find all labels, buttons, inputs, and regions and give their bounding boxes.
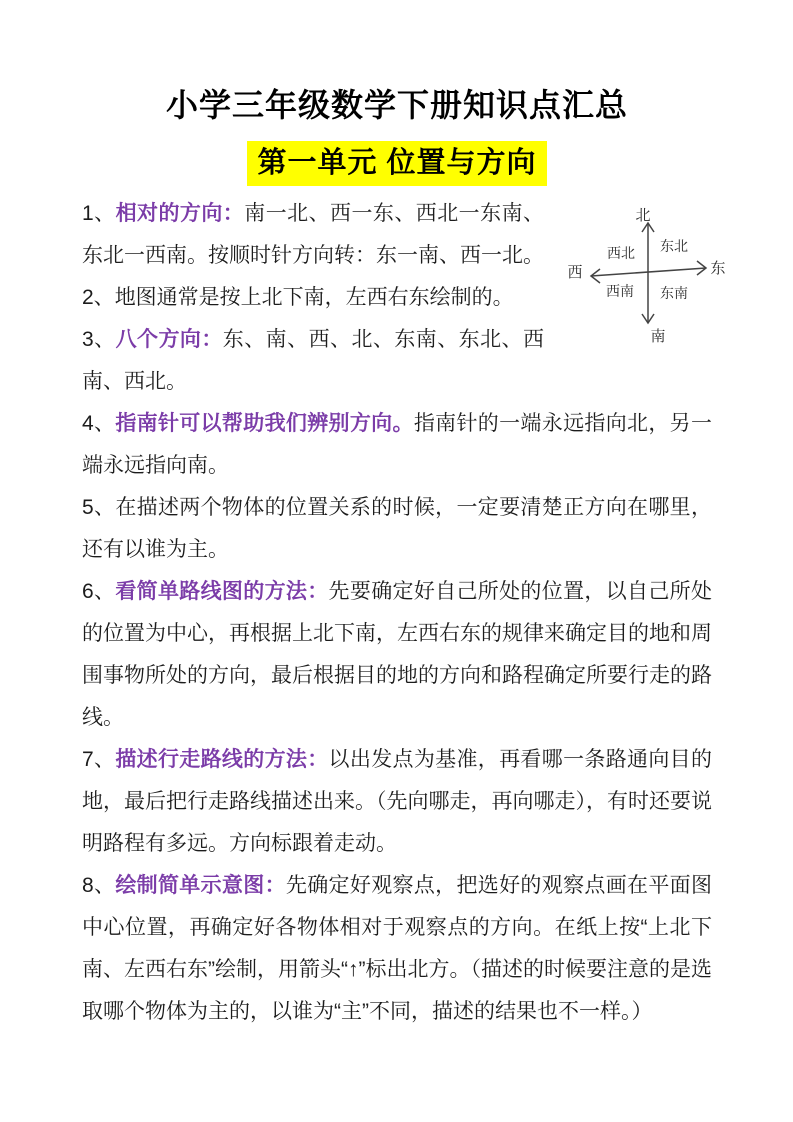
item-number: 1、 [82, 202, 116, 225]
item-lead: 相对的方向： [115, 202, 245, 225]
item-number: 7、 [82, 748, 116, 771]
item-body: 以出发点为基准，再看哪一条路通向目的地，最后把行走路线描述出来。（先向哪走，再向哪走），有时还要说明路程有多远。方向标跟着走动。 [82, 748, 713, 855]
item-body: 南一北、西一东、西北一东南、东北一西南。按顺时针方向转：东一南、西一北。 [82, 202, 545, 267]
knowledge-item [82, 403, 712, 487]
item-number: 4、 [82, 412, 116, 435]
item-number: 8、 [82, 874, 116, 897]
item-number: 2、 [82, 286, 115, 309]
item-lead: 八个方向： [115, 328, 223, 351]
item-lead: 看简单路线图的方法： [115, 580, 329, 603]
knowledge-item [82, 739, 712, 865]
item-lead: 指南针可以帮助我们辨别方向。 [115, 412, 414, 435]
item-number: 6、 [82, 580, 116, 603]
page-title: 小学三年级数学下册知识点汇总 [165, 87, 628, 123]
compass-diagram [558, 195, 726, 345]
item-body: 地图通常是按上北下南，左西右东绘制的。 [114, 286, 514, 309]
item-body: 先确定好观察点，把选好的观察点画在平面图中心位置，再确定好各物体相对于观察点的方向。在纸上按“上北下南、左西右东”绘制，用箭头“↑”标出北方。（描述的时候要注意的是选取哪个物体为主的，以谁为“主”不同，描述的结果也不一样。） [82, 874, 713, 1023]
knowledge-list [82, 193, 726, 1033]
item-lead: 绘制简单示意图： [115, 874, 286, 897]
knowledge-item [82, 865, 712, 1033]
compass-label-west: 西 [567, 264, 583, 281]
compass-label-southeast: 东南 [660, 285, 688, 301]
knowledge-item [82, 571, 712, 739]
compass-label-east: 东 [710, 260, 726, 277]
item-body: 东、南、西、北、东南、东北、西南、西北。 [82, 328, 545, 393]
item-lead: 描述行走路线的方法： [115, 748, 329, 771]
item-number: 5、 [82, 496, 116, 519]
item-body: 在描述两个物体的位置关系的时候，一定要清楚正方向在哪里，还有以谁为主。 [82, 496, 712, 561]
compass-label-southwest: 西南 [606, 283, 634, 299]
item-number: 3、 [82, 328, 116, 351]
unit-heading-row [82, 141, 712, 186]
compass-label-northwest: 西北 [607, 245, 635, 261]
item-body: 先要确定好自己所处的位置，以自己所处的位置为中心，再根据上北下南，左西右东的规律来确定目的地和周围事物所处的方向，最后根据目的地的方向和路程确定所要行走的路线。 [82, 580, 713, 729]
unit-heading-highlight: 第一单元 位置与方向 [247, 141, 546, 186]
item-body: 指南针的一端永远指向北，另一端永远指向南。 [82, 412, 713, 477]
compass-label-north: 北 [635, 207, 651, 224]
compass-label-south: 南 [650, 328, 666, 345]
knowledge-item [82, 487, 712, 571]
compass-label-northeast: 东北 [660, 238, 688, 254]
